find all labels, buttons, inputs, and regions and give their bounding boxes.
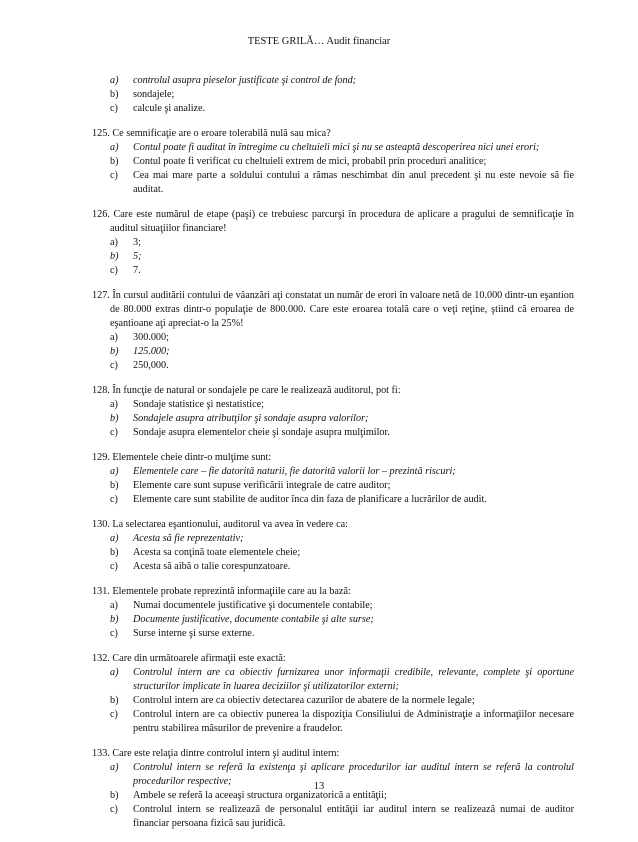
option-letter: a) bbox=[110, 399, 118, 410]
option-text: Cea mai mare parte a soldului contului a rămas neschimbat din anul precedent şi nu este nevoie să fie auditat. bbox=[133, 170, 574, 195]
question-text: 127. În cursul auditării contului de vâanzări aţi constatat un număr de erori în valoare netă de 10.000 dintr-un eşantion de 80.000 extras dintr-o populaţie de 800.000. Care este eroarea totală care o veţi reţine, ştiind că eroarea de eşantioane aţi apreciat-o la 25%! bbox=[92, 290, 574, 329]
option-text: Acesta să aibă o talie corespunzatoare. bbox=[133, 561, 291, 572]
option-letter: a) bbox=[110, 75, 119, 86]
answer-option bbox=[92, 102, 574, 116]
question-text: 129. Elementele cheie dintr-o mulţime sunt: bbox=[92, 452, 272, 463]
answer-option bbox=[92, 264, 574, 278]
question-block bbox=[92, 652, 574, 736]
question-list bbox=[92, 127, 574, 831]
option-text: Elemente care sunt stabilite de auditor înca din faza de planificare a lucrărilor de audit. bbox=[133, 494, 487, 505]
answer-option bbox=[92, 666, 574, 694]
answer-option bbox=[92, 532, 574, 546]
answer-option bbox=[92, 708, 574, 736]
option-letter: a) bbox=[110, 667, 119, 678]
option-text: Numai documentele justificative şi documentele contabile; bbox=[133, 600, 373, 611]
option-letter: b) bbox=[110, 547, 119, 558]
option-letter: c) bbox=[110, 709, 118, 720]
answer-option bbox=[92, 560, 574, 574]
answer-option bbox=[92, 74, 574, 88]
page-number: 13 bbox=[313, 781, 325, 792]
option-letter: b) bbox=[110, 480, 119, 491]
option-text: Sondajele asupra atributţilor şi sondaje asupra valorilor; bbox=[133, 413, 369, 424]
page-header: TESTE GRILĂ… Audit financiar bbox=[247, 36, 391, 47]
answer-option bbox=[92, 398, 574, 412]
option-text: 125.000; bbox=[133, 346, 170, 357]
option-text: Sondaje asupra elementelor cheie şi sondaje asupra mulţimilor. bbox=[133, 427, 390, 438]
answer-option bbox=[92, 599, 574, 613]
option-letter: c) bbox=[110, 170, 118, 181]
answer-option bbox=[92, 412, 574, 426]
question-text: 126. Care este numărul de etape (paşi) ce trebuiesc parcurşi în procedura de aplicare a pragului de semnificaţie în auditul situaţiilor financiare! bbox=[92, 209, 574, 234]
question-text: 125. Ce semnificaţie are o eroare tolerabilă nulă sau mica? bbox=[92, 128, 331, 139]
question-text: 128. În funcţie de natural or sondajele pe care le realizează auditorul, pot fi: bbox=[92, 385, 401, 396]
option-text: controlul asupra pieselor justificate şi control de fond; bbox=[133, 75, 357, 86]
question-block bbox=[92, 585, 574, 641]
answer-option bbox=[92, 627, 574, 641]
option-text: Contul poate fi verificat cu cheltuieli extrem de mici, probabil prin proceduri analitice; bbox=[133, 156, 487, 167]
option-letter: c) bbox=[110, 804, 118, 815]
option-letter: c) bbox=[110, 427, 118, 438]
page-content bbox=[92, 74, 574, 842]
option-letter: b) bbox=[110, 413, 119, 424]
question-block bbox=[92, 451, 574, 507]
option-letter: b) bbox=[110, 790, 119, 801]
option-letter: b) bbox=[110, 614, 119, 625]
option-letter: c) bbox=[110, 103, 118, 114]
answer-option bbox=[92, 250, 574, 264]
option-text: Controlul intern are ca obiectiv detectarea cazurilor de abatere de la normele legale; bbox=[133, 695, 475, 706]
option-text: 250,000. bbox=[133, 360, 169, 371]
question-block bbox=[92, 127, 574, 197]
option-text: Acesta sa conţină toate elementele cheie; bbox=[133, 547, 301, 558]
option-letter: c) bbox=[110, 494, 118, 505]
answer-option bbox=[92, 493, 574, 507]
answer-option bbox=[92, 613, 574, 627]
option-text: Acesta să fie reprezentativ; bbox=[133, 533, 244, 544]
option-text: sondajele; bbox=[133, 89, 175, 100]
option-text: Elementele care – fie datorită naturii, fie datorită valorii lor – prezintă riscuri; bbox=[133, 466, 456, 477]
option-letter: b) bbox=[110, 89, 119, 100]
option-letter: a) bbox=[110, 762, 119, 773]
question-text: 133. Care este relaţia dintre controlul intern şi auditul intern: bbox=[92, 748, 340, 759]
option-letter: b) bbox=[110, 695, 119, 706]
option-text: Contul poate fi auditat în întregime cu cheltuieli mici şi nu se asteaptă descoperirea nici unei erori; bbox=[133, 142, 540, 153]
option-text: Controlul intern se realizează de personalul entităţii iar auditul intern se realizează numai de auditor financiar persoana fizică sau juridică. bbox=[133, 804, 574, 829]
answer-option bbox=[92, 546, 574, 560]
question-block bbox=[92, 289, 574, 373]
option-letter: a) bbox=[110, 142, 119, 153]
option-letter: a) bbox=[110, 533, 119, 544]
answer-option bbox=[92, 479, 574, 493]
question-block bbox=[92, 518, 574, 574]
answer-option bbox=[92, 803, 574, 831]
answer-option bbox=[92, 169, 574, 197]
option-letter: c) bbox=[110, 265, 118, 276]
question-continuation bbox=[92, 74, 574, 116]
answer-option bbox=[92, 465, 574, 479]
option-letter: a) bbox=[110, 466, 119, 477]
option-text: Controlul intern se referă la existenţa şi aplicare procedurilor iar auditul intern se referă la controlul procedurilor respective; bbox=[133, 762, 574, 787]
answer-option bbox=[92, 331, 574, 345]
question-text: 132. Care din următoarele afirmaţii este exactă: bbox=[92, 653, 286, 664]
option-text: Sondaje statistice şi nestatistice; bbox=[133, 399, 264, 410]
option-text: 5; bbox=[133, 251, 142, 262]
option-letter: b) bbox=[110, 156, 119, 167]
option-letter: a) bbox=[110, 332, 118, 343]
option-letter: c) bbox=[110, 360, 118, 371]
answer-option bbox=[92, 359, 574, 373]
option-text: Elemente care sunt supuse verificării integrale de catre auditor; bbox=[133, 480, 391, 491]
option-text: Controlul intern are ca obiectiv furnizarea unor informaţii credibile, relevante, complete şi oportune structurilor implicate în luarea deciziilor şi utilizatorilor externi; bbox=[133, 667, 574, 692]
option-text: 7. bbox=[133, 265, 141, 276]
answer-option bbox=[92, 155, 574, 169]
question-text: 131. Elementele probate reprezintă informaţiile care au la bază: bbox=[92, 586, 351, 597]
option-letter: b) bbox=[110, 346, 119, 357]
question-text: 130. La selectarea eşantionului, auditorul va avea în vedere ca: bbox=[92, 519, 348, 530]
option-text: Surse interne şi surse externe. bbox=[133, 628, 255, 639]
option-text: Ambele se referă la aceeaşi structura organizatorică a entităţii; bbox=[133, 790, 387, 801]
answer-option bbox=[92, 88, 574, 102]
option-text: 300.000; bbox=[133, 332, 169, 343]
option-text: Documente justificative, documente contabile şi alte surse; bbox=[133, 614, 374, 625]
option-letter: b) bbox=[110, 251, 119, 262]
option-text: 3; bbox=[133, 237, 141, 248]
answer-option bbox=[92, 236, 574, 250]
option-letter: c) bbox=[110, 628, 118, 639]
question-block bbox=[92, 384, 574, 440]
option-letter: a) bbox=[110, 600, 118, 611]
option-letter: a) bbox=[110, 237, 118, 248]
answer-option bbox=[92, 345, 574, 359]
option-letter: c) bbox=[110, 561, 118, 572]
answer-option bbox=[92, 694, 574, 708]
answer-option bbox=[92, 426, 574, 440]
answer-option bbox=[92, 141, 574, 155]
option-text: calcule şi analize. bbox=[133, 103, 206, 114]
option-text: Controlul intern are ca obiectiv punerea la dispoziţia Consiliului de Administraţie a informaţiilor necesare pentru stabilirea măsurilor de prevenire a fraudelor. bbox=[133, 709, 574, 734]
question-block bbox=[92, 208, 574, 278]
